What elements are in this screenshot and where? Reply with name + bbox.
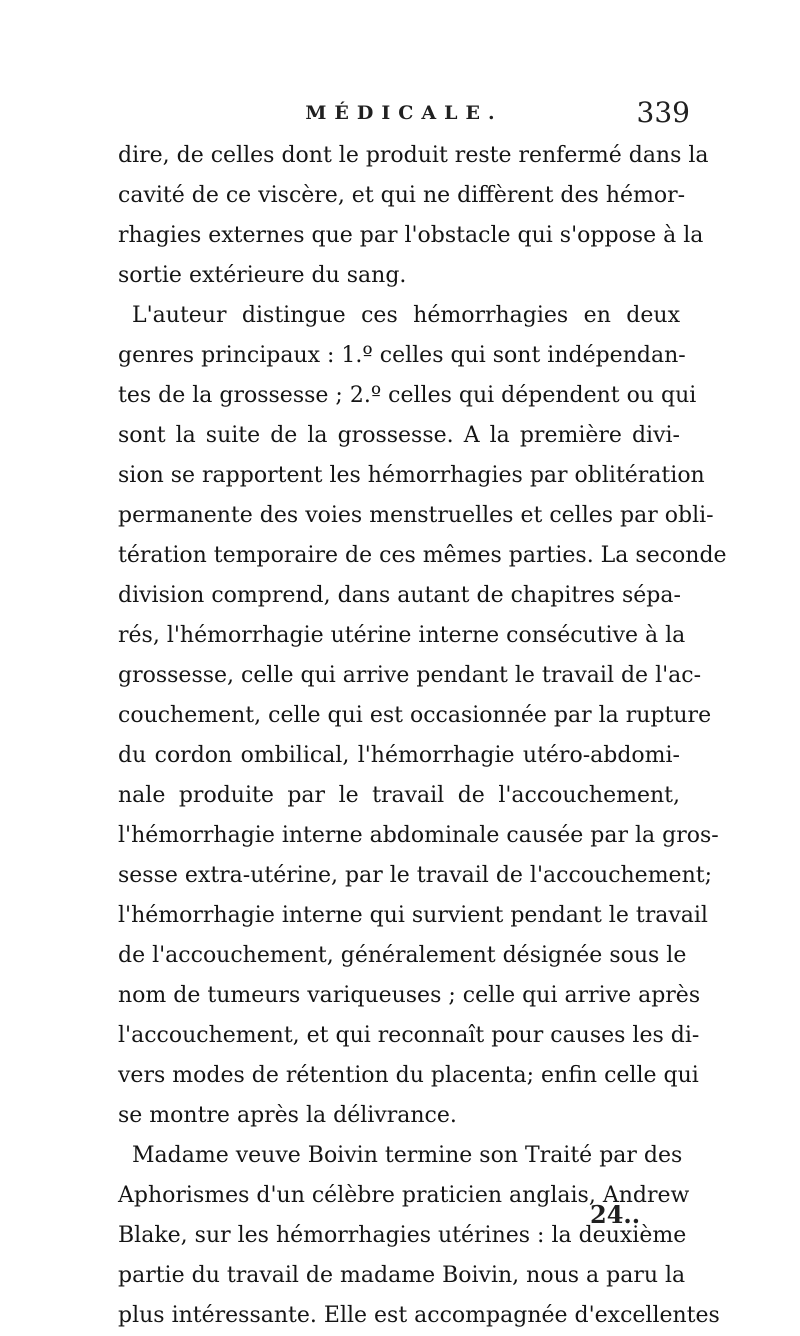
text-line: sion se rapportent les hémorrhagies par oblitération — [118, 463, 705, 488]
text-line: sont la suite de la grossesse. A la première divi- — [118, 423, 680, 448]
text-line: division comprend, dans autant de chapitres sépa- — [118, 583, 681, 608]
text-line: du cordon ombilical, l'hémorrhagie utéro-abdomi- — [118, 743, 680, 768]
text-line: nom de tumeurs variqueuses ; celle qui arrive après — [118, 983, 701, 1008]
text-line: permanente des voies menstruelles et celles par obli- — [118, 503, 714, 528]
text-body — [118, 136, 727, 1336]
text-line: l'accouchement, et qui reconnaît pour causes les di- — [118, 1023, 700, 1048]
text-line: l'hémorrhagie interne qui survient pendant le travail — [118, 903, 708, 928]
text-line: Madame veuve Boivin termine son Traité par des — [132, 1143, 683, 1168]
text-line: L'auteur distingue ces hémorrhagies en deux — [132, 303, 680, 328]
text-line: sesse extra-utérine, par le travail de l'accouchement; — [118, 863, 712, 888]
text-line: dire, de celles dont le produit reste renfermé dans la — [118, 143, 709, 168]
text-line: rés, l'hémorrhagie utérine interne consécutive à la — [118, 623, 686, 648]
text-line: plus intéressante. Elle est accompagnée d'excellentes — [118, 1303, 720, 1328]
text-line: se montre après la délivrance. — [118, 1103, 457, 1128]
text-line: partie du travail de madame Boivin, nous a paru la — [118, 1263, 686, 1288]
text-line: tération temporaire de ces mêmes parties. La seconde — [118, 543, 727, 568]
page-number: 339 — [636, 96, 690, 129]
text-line: Blake, sur les hémorrhagies utérines : la deuxième — [118, 1223, 687, 1248]
page-header — [118, 96, 690, 130]
text-line: de l'accouchement, généralement désignée sous le — [118, 943, 687, 968]
text-line: sortie extérieure du sang. — [118, 263, 407, 288]
text-line: cavité de ce viscère, et qui ne diffèrent des hémor- — [118, 183, 686, 208]
text-line: grossesse, celle qui arrive pendant le travail de l'ac- — [118, 663, 702, 688]
running-head: MÉDICALE. — [305, 102, 503, 124]
text-line: l'hémorrhagie interne abdominale causée par la gros- — [118, 823, 719, 848]
text-line: nale produite par le travail de l'accouchement, — [118, 783, 680, 808]
text-line: genres principaux : 1.º celles qui sont indépendan- — [118, 343, 686, 368]
text-line: Aphorismes d'un célèbre praticien anglais, Andrew — [118, 1183, 690, 1208]
text-line: rhagies externes que par l'obstacle qui s'oppose à la — [118, 223, 704, 248]
text-line: tes de la grossesse ; 2.º celles qui dépendent ou qui — [118, 383, 697, 408]
text-line: couchement, celle qui est occasionnée par la rupture — [118, 703, 712, 728]
text-line: vers modes de rétention du placenta; enfin celle qui — [118, 1063, 699, 1088]
signature-mark: 24.. — [590, 1200, 641, 1229]
